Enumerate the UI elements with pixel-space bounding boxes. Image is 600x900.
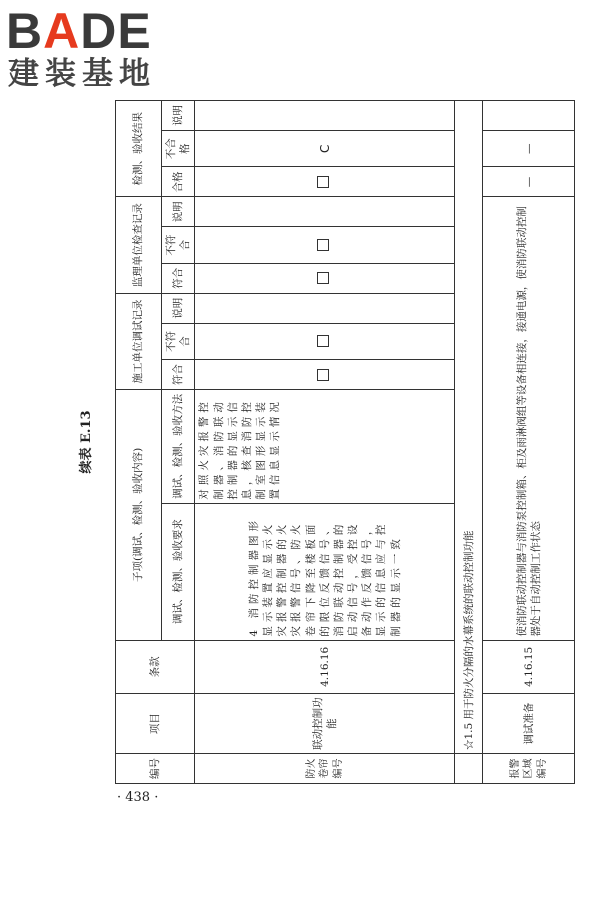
bade-logo: [6, 3, 176, 92]
row1-supervision-pass: [195, 263, 455, 293]
row2-number: 报警区域编号: [483, 754, 575, 784]
rotated-page: [79, 100, 565, 784]
header-method: 调试、检测、验收方法: [162, 390, 195, 503]
header-construction-note: 说明: [162, 293, 195, 323]
page-number: · 438 ·: [117, 790, 159, 805]
checkbox-icon[interactable]: [317, 335, 329, 347]
header-clause: 条款: [116, 640, 195, 694]
row1-clause: 4.16.16: [195, 640, 455, 694]
row-empty: [455, 754, 483, 784]
header-inspection-ok: 合格: [162, 167, 195, 197]
row2-inspection-notok: —: [483, 131, 575, 167]
row1-inspection-notok: C: [195, 131, 455, 167]
header-inspection-note: 说明: [162, 101, 195, 131]
row1-item: 联动控制功能: [195, 694, 455, 754]
row2-clause: 4.16.15: [483, 640, 575, 694]
row1-supervision-fail: [195, 227, 455, 263]
checkbox-icon[interactable]: [317, 272, 329, 284]
logo-letters-de: DE: [80, 3, 152, 59]
row2-text: 使消防联动控制器与消防泵控制箱、柜及雨淋阀组等设备相连接，接通电源，使消防联动控制器处于自动控制工作状态: [483, 197, 575, 640]
header-construction-fail: 不符合: [162, 323, 195, 359]
logo-wordmark: [6, 3, 152, 59]
header-supervision-pass: 符合: [162, 263, 195, 293]
checkbox-icon[interactable]: [317, 369, 329, 381]
row1-requirement: 4 消防控制器图形显示装置应显示火灾报警控制器的火灾报警信号、防火卷帘下降至楼板面的限位反馈信号、消防联动控制器的启动信号，受控设备动作反馈信号，显示的信息应与控制器的显示一致: [195, 503, 455, 640]
header-inspection-notok: 不合格: [162, 131, 195, 167]
logo-chinese: 建装基地: [8, 56, 156, 92]
header-supervision: 监理单位检查记录: [116, 197, 162, 293]
header-construction: 施工单位调试记录: [116, 293, 162, 389]
logo-letter-b: B: [6, 3, 44, 59]
header-item: 项目: [116, 694, 195, 754]
row1-method: 对照火灾报警控制器、消防联动控制器的显示信息，核查消防控制室图形显示装置信息显示情况: [195, 390, 455, 503]
row1-supervision-note: [195, 197, 455, 227]
row1-number: 防火卷帘编号: [195, 754, 455, 784]
row1-construction-fail: [195, 323, 455, 359]
checkbox-icon[interactable]: [317, 239, 329, 251]
header-supervision-fail: 不符合: [162, 227, 195, 263]
logo-letter-a: A: [43, 3, 81, 59]
table-caption: 续表 E.13: [79, 410, 94, 474]
section-header: ☆1.5 用于防火分隔的水幕系统的联动控制功能: [455, 101, 483, 754]
row2-inspection-ok: —: [483, 167, 575, 197]
header-inspection: 检测、验收结果: [116, 101, 162, 197]
row2-inspection-note: [483, 101, 575, 131]
inspection-table: [115, 100, 575, 784]
header-number: 编号: [116, 754, 195, 784]
header-requirement: 调试、检测、验收要求: [162, 503, 195, 640]
row1-construction-pass: [195, 360, 455, 390]
header-supervision-note: 说明: [162, 197, 195, 227]
row1-construction-note: [195, 293, 455, 323]
row1-inspection-note: [195, 101, 455, 131]
header-sub-item: 子项(调试、检测、验收内容): [116, 390, 162, 640]
row1-inspection-ok: [195, 167, 455, 197]
header-construction-pass: 符合: [162, 360, 195, 390]
row2-item: 调试准备: [483, 694, 575, 754]
checkbox-icon[interactable]: [317, 176, 329, 188]
